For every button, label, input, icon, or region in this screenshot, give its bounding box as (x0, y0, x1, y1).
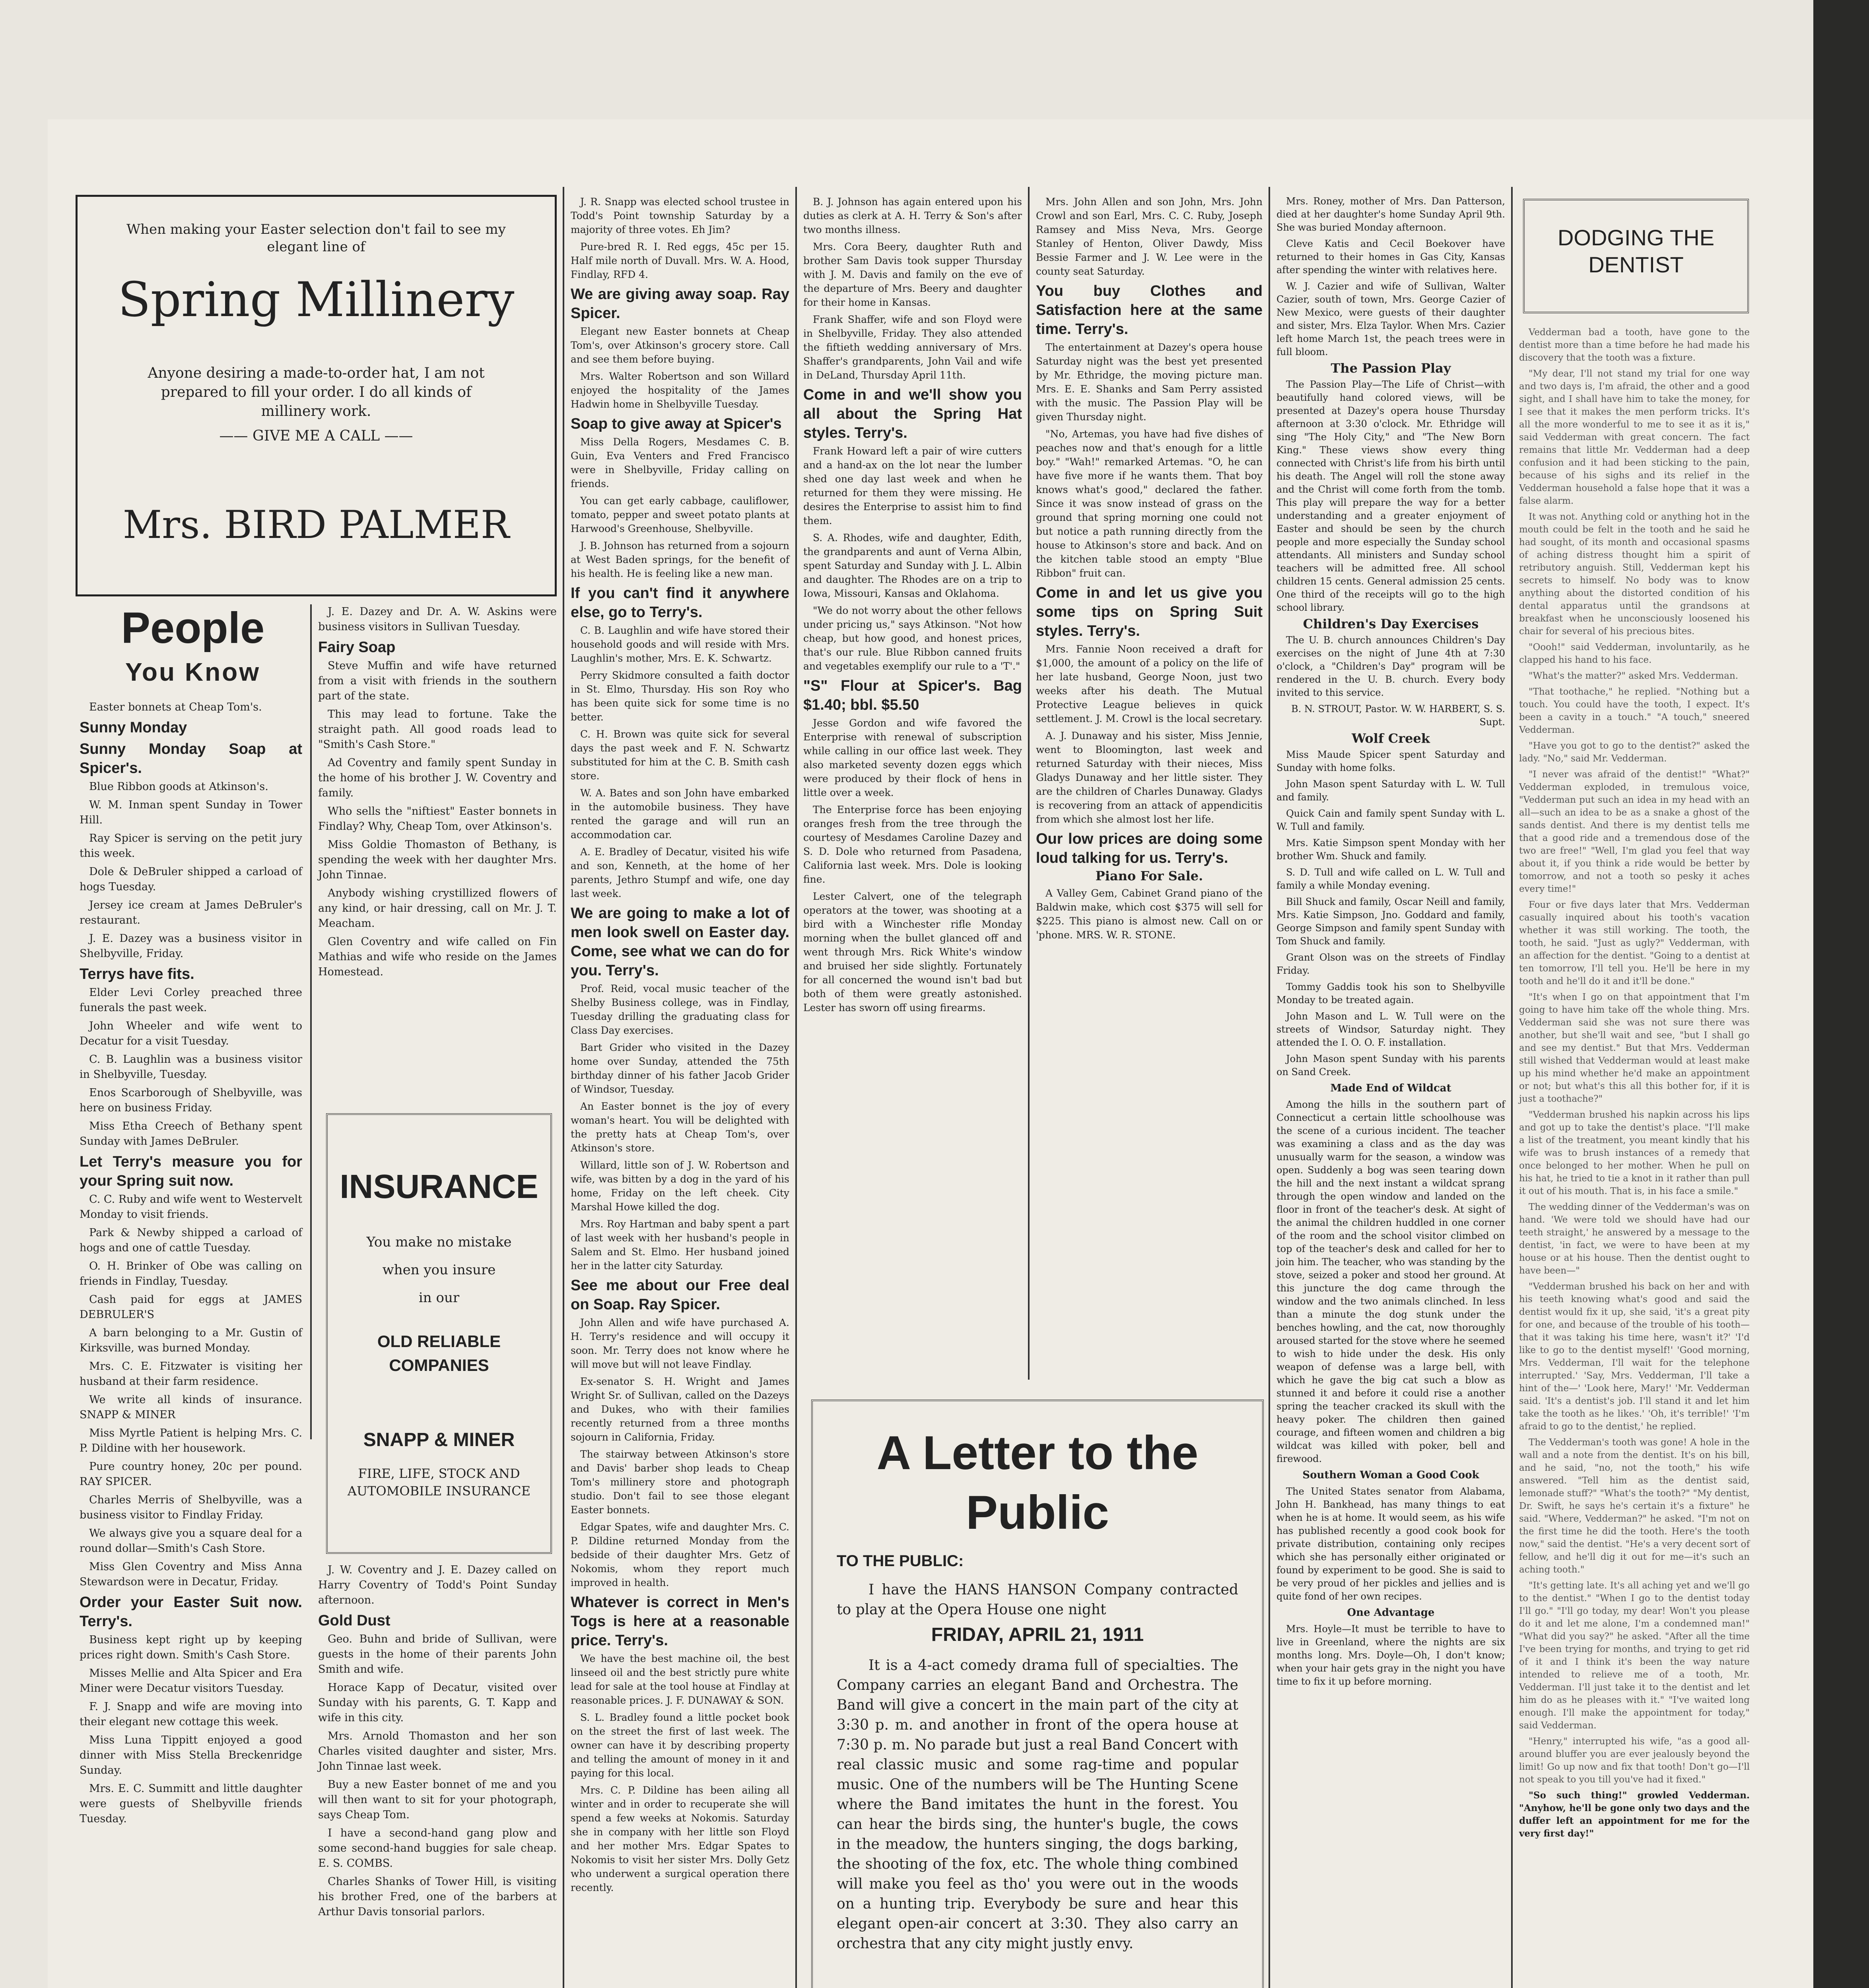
people-heading: Order your Easter Suit now. Terry's. (80, 1594, 302, 1630)
news-item: The U. B. church announces Children's Day exercises on the night of June 4th at 7:30 o'clock, a "Children's Day" program will be rendered in the U. B. church. Every body invited to this service. (1276, 635, 1505, 698)
people-heading: Sunny Monday (80, 719, 187, 736)
news-item: Bart Grider who visited in the Dazey home over Sunday, attended the 75th birthday dinner of his father Jacob Grider of Windsor, Tuesday. (571, 1042, 789, 1095)
story-paragraph: "Vedderman brushed his napkin across his lips and got up to take the dentist's place. "I'll make a list of the treatment, you meant kindly that his wife was to brush instances of a remedy that once belonged to her mother. When he pull on his hat, he tried to tie a knot in it rather than pull it out of his mouth. That is, in his face a smile." (1519, 1110, 1750, 1196)
dentist-title-box (1523, 199, 1749, 313)
news-item: Edgar Spates, wife and daughter Mrs. C. P. Dildine returned Monday from the bedside of their daughter Mrs. Getz of Nokomis, whom they report much improved in health. (571, 1521, 789, 1588)
people-item: J. E. Dazey was a business visitor in Shelbyville, Friday. (80, 932, 302, 960)
column-5 (1036, 195, 1263, 1380)
news-item: S. A. Rhodes, wife and daughter, Edith, the grandparents and aunt of Verna Albin, spent Saturday and Sunday with J. L. Albin and daughter. The Rhodes are on a trip to Iowa, Missouri, Kansas and Oklahoma. (803, 532, 1022, 599)
column-4 (803, 195, 1022, 1380)
people-item: Cash paid for eggs at JAMES DEBRULER'S (80, 1293, 302, 1321)
news-heading: Come in and let us give you some tips on Spring Suit styles. Terry's. (1036, 584, 1263, 639)
news-item: The United States senator from Alabama, John H. Bankhead, has many things to eat when he is at home. It would seem, as his wife has published recently a good cook book for private distribution, containing only recipes which she has personally either originated or found by experiment to be good. She is said to be very proud of her pickles and jellies and is quite fond of her own recipes. (1276, 1486, 1505, 1602)
insurance-companies: OLD RELIABLE COMPANIES (377, 1332, 501, 1375)
news-item: Steve Muffin and wife have returned from a visit with friends in the southern part of the state. (318, 660, 557, 702)
news-item: Mrs. Katie Simpson spent Monday with her brother Wm. Shuck and family. (1276, 837, 1505, 862)
people-column (80, 700, 302, 1825)
news-item: J. B. Johnson has returned from a sojourn at West Baden springs, for the benefit of his health. He is feeling like a new man. (571, 540, 789, 579)
insurance-line1: You make no mistake (366, 1234, 512, 1250)
insurance-line3: in our (418, 1290, 460, 1306)
people-item: Jersey ice cream at James DeBruler's restaurant. (80, 899, 302, 926)
news-item: Mrs. C. P. Dildine has been ailing all winter and in order to recuperate she will spend a few weeks at Nokomis. Saturday she in company with her little son Floyd and her mother Mrs. Edgar Spates to Nokomis to visit her sister Mrs. Dolly Getz who underwent a surgical operation there recently. (571, 1784, 789, 1893)
news-item: The Enterprise force has been enjoying oranges fresh from the tree through the courtesy of Mesdames Caroline Dazey and S. D. Dole who returned from Pasadena, California last week. Mrs. Dole is looking fine. (803, 804, 1022, 885)
people-item: We write all kinds of insurance. SNAPP & MINER (80, 1394, 302, 1421)
story-paragraph: "What's the matter?" asked Mrs. Vedderman. (1529, 671, 1739, 681)
people-item: A barn belonging to a Mr. Gustin of Kirksville, was burned Monday. (80, 1327, 302, 1354)
people-item: Park & Newby shipped a carload of hogs and one of cattle Tuesday. (80, 1227, 302, 1254)
people-item: Misses Mellie and Alta Spicer and Era Miner were Decatur visitors Tuesday. (80, 1667, 302, 1695)
news-item: Prof. Reid, vocal music teacher of the Shelby Business college, was in Findlay, Tuesday drilling the graduating class for Class Day exercises. (571, 983, 789, 1036)
story-paragraph: Four or five days later that Mrs. Vedderman casually inquired about his tooth's vacation whether it was still working. The tooth, the tooth, he said. "Just as ugly?" Vedderman, with an affection for the dentist. "Going to a dentist at ten tomorrow, I'll tell you. He'll be here in my tooth and he'll do it and it'll be done." (1519, 900, 1750, 986)
story-paragraph: "That toothache," he replied. "Nothing but a touch. You could have the tooth, I expect. It's been a cavity in a touch." "A touch," sneered Vedderman. (1519, 687, 1750, 735)
news-item: John Allen and wife have purchased A. H. Terry's residence and will occupy it soon. Mr. Terry does not know where he will move but will not leave Findlay. (571, 1317, 789, 1370)
news-item: J. R. Snapp was elected school trustee in Todd's Point township Saturday by a majority of three votes. Eh Jim? (571, 196, 789, 235)
news-heading: The Passion Play (1331, 361, 1451, 376)
letter-title2: Public (966, 1486, 1109, 1539)
news-item: A. J. Dunaway and his sister, Miss Jennie, went to Bloomington, last week and returned Saturday with their nieces, Miss Gladys Dunaway and her little sister. They are the children of Charles Dunaway. Gladys is recovering from an attack of appendicitis from which she almost lost her life. (1036, 730, 1263, 825)
news-item: Jesse Gordon and wife favored the Enterprise with renewal of subscription while calling in our office last week. They also marketed seventy dozen eggs which were produced by their flock of hens in little over a week. (803, 717, 1022, 798)
news-item: Tommy Gaddis took his son to Shelbyville Monday to be treated again. (1276, 981, 1505, 1006)
news-item: Willard, little son of J. W. Robertson and wife, was bitten by a dog in the yard of his home, Friday on the left cheek. City Marshal Howe killed the dog. (571, 1159, 789, 1213)
news-item: Mrs. Roy Hartman and baby spent a part of last week with her husband's people in Salem and St. Elmo. Her husband joined her in the latter city Saturday. (571, 1218, 789, 1272)
story-paragraph: "So such thing!" growled Vedderman. "Anyhow, he'll be gone only two days and the duffer left an appointment for me for the very first day!" (1519, 1790, 1750, 1839)
people-item: Mrs. C. E. Fitzwater is visiting her husband at their farm residence. (80, 1360, 302, 1388)
column-2-top (318, 604, 557, 1109)
news-item: Buy a new Easter bonnet of me and you will then want to sit for your photograph, says Cheap Tom. (318, 1778, 557, 1821)
ad-title: Spring Millinery (118, 272, 515, 328)
column-3 (571, 195, 789, 1988)
news-item: Anybody wishing crystillized flowers of any kind, or hair dressing, call on Mr. J. T. Meacham. (318, 887, 557, 930)
column-rule (310, 604, 312, 1439)
people-item: Elder Levi Corley preached three funerals the past week. (80, 986, 302, 1014)
people-item: C. B. Laughlin was a business visitor in Shelbyville, Tuesday. (80, 1053, 302, 1081)
letter-title1: A Letter to the (876, 1426, 1199, 1479)
news-item: I have a second-hand gang plow and some second-hand buggies for sale cheap. E. S. COMBS. (318, 1827, 557, 1870)
story-paragraph: "Oooh!" said Vedderman, involuntarily, as he clapped his hand to his face. (1519, 642, 1750, 665)
news-heading: Fairy Soap (318, 639, 396, 656)
ad-spring-millinery (76, 195, 557, 596)
people-item: We always give you a square deal for a round dollar—Smith's Cash Store. (80, 1527, 302, 1555)
news-heading: Piano For Sale. (1095, 868, 1203, 883)
news-heading: Children's Day Exercises (1303, 616, 1479, 631)
news-item: John Mason spent Sunday with his parents on Sand Creek. (1276, 1053, 1505, 1077)
people-item: F. J. Snapp and wife are moving into their elegant new cottage this week. (80, 1701, 302, 1728)
news-item: Miss Della Rogers, Mesdames C. B. Guin, Eva Venters and Fred Francisco were in Shelbyville, Friday calling on friends. (571, 436, 789, 489)
news-item: Frank Shaffer, wife and son Floyd were in Shelbyville, Friday. They also attended the fiftieth wedding anniversary of Mrs. Shaffer's grandparents, John Vail and wife in DeLand, Thursday April 11th. (803, 314, 1022, 381)
news-item: B. J. Johnson has again entered upon his duties as clerk at A. H. Terry & Son's after two months illness. (803, 196, 1022, 235)
column-rule (795, 187, 797, 1988)
news-item: Perry Skidmore consulted a faith doctor in St. Elmo, Thursday. His son Roy who has been quite sick for some time is no better. (571, 670, 789, 723)
people-title: People (121, 604, 265, 652)
news-item: Mrs. Walter Robertson and son Willard enjoyed the hospitality of the James Hadwin home in Shelbyville Tuesday. (571, 371, 789, 410)
news-item: Who sells the "niftiest" Easter bonnets in Findlay? Why, Cheap Tom, over Atkinson's. (318, 805, 557, 833)
news-item: Mrs. Arnold Thomaston and her son Charles visited daughter and sister, Mrs. John Tinnae last week. (318, 1730, 557, 1773)
news-item: Mrs. Cora Beery, daughter Ruth and brother Sam Davis took supper Thursday with J. M. Davis and family on the eve of the departure of Mrs. Beery and daughter for their home in Kansas. (803, 241, 1022, 308)
letter-date: FRIDAY, APRIL 21, 1911 (931, 1624, 1144, 1645)
people-item: Dole & DeBruler shipped a carload of hogs Tuesday. (80, 866, 302, 893)
news-item: John Mason and L. W. Tull were on the streets of Windsor, Saturday night. They attended the I. O. O. F. installation. (1276, 1011, 1505, 1048)
news-heading: Southern Woman a Good Cook (1302, 1469, 1479, 1481)
people-item: C. C. Ruby and wife went to Westervelt Monday to visit friends. (80, 1193, 302, 1221)
news-item: B. N. STROUT, Pastor. W. W. HARBERT, S. S. Supt. (1291, 703, 1505, 728)
news-heading: See me about our Free deal on Soap. Ray Spicer. (571, 1277, 789, 1313)
column-rule (1269, 187, 1270, 1988)
insurance-title: INSURANCE (340, 1168, 538, 1205)
news-item: W. A. Bates and son John have embarked in the automobile business. They have rented the garage and will run an accommodation car. (571, 787, 789, 841)
story-paragraph: "Have you got to go to the dentist?" asked the lady. "No," said Mr. Vedderman. (1519, 741, 1750, 764)
scan-edge-shadow (1813, 0, 1869, 1988)
news-heading: Come in and we'll show you all about the Spring Hat styles. Terry's. (803, 386, 1022, 441)
people-item: Miss Etha Creech of Bethany spent Sunday with James DeBruler. (80, 1120, 302, 1147)
insurance-firm: SNAPP & MINER (363, 1429, 515, 1450)
news-item: Mrs. Roney, mother of Mrs. Dan Patterson, died at her daughter's home Sunday April 9th. She was buried Monday afternoon. (1276, 196, 1505, 233)
news-item: Miss Goldie Thomaston of Bethany, is spending the week with her daughter Mrs. John Tinnae. (318, 839, 557, 881)
column-6 (1276, 195, 1505, 1988)
news-heading: We are giving away soap. Ray Spicer. (571, 286, 789, 322)
people-item: Easter bonnets at Cheap Tom's. (89, 701, 262, 713)
news-item: "No, Artemas, you have had five dishes of peaches now and that's enough for a little boy." "Wah!" remarked Artemas. "O, he can have five more if he wants them. That boy knows what's good," declared the father. Since it was snow instead of grass on the ground that spring morning one could not but notice a path running directly from the house to Atkinson's store and back. And on the kitchen table stood an empty "Blue Ribbon" fruit can. (1036, 428, 1263, 579)
story-paragraph: Vedderman bad a tooth, have gone to the dentist more than a time before he had made his discovery that the tooth was a fixture. (1519, 327, 1750, 363)
news-item: Pure-bred R. I. Red eggs, 45c per 15. Half mile north of Duvall. Mrs. W. A. Hood, Findlay, RFD 4. (571, 241, 789, 280)
news-item: Quick Cain and family spent Sunday with L. W. Tull and family. (1276, 808, 1505, 832)
news-heading: Wolf Creek (1352, 731, 1430, 746)
news-item: Glen Coventry and wife called on Fin Mathias and wife who reside on the James Homestead. (318, 936, 557, 978)
letter-p1: I have the HANS HANSON Company contracted to play at the Opera House one night (837, 1582, 1238, 1618)
news-item: S. L. Bradley found a little pocket book on the street the first of last week. The owner can have it by describing property and telling the amount of money in it and paying for this local. (571, 1712, 789, 1779)
story-paragraph: "My dear, I'll not stand my trial for one way and two days is, I'm afraid, the other and a good sight, and I shall have him to take the money, for I see that it makes the men perform tricks. It's all the more wonderful to me to see it as it is," said Vedderman with great concern. The fact remains that little Mr. Vedderman had a deep confusion and it had been sticking to the pain, because of his sighs and its relief in the Vedderman household a false hope that it was a false alarm. (1519, 369, 1750, 506)
news-item: Ex-senator S. H. Wright and James Wright Sr. of Sullivan, called on the Dazeys and Dukes, who with their families recently returned from a three months sojourn in California, Friday. (571, 1376, 789, 1443)
news-item: J. E. Dazey and Dr. A. W. Askins were business visitors in Sullivan Tuesday. (318, 606, 557, 633)
story-paragraph: "I never was afraid of the dentist!" "What?" Vedderman exploded, in tremulous voice, "Vedderman put such an idea in my head with an all—such an idea to be as a snake a ghost of the sands dentist. And there is my dentist tells me that a good ride and a tremendous dose of the two are free!" "Well, I'm glad you feel that way about it, if you think a ride would be better by tomorrow, and not a tooth so pesky it aches every time!" (1519, 769, 1750, 894)
insurance-lines: FIRE, LIFE, STOCK AND AUTOMOBILE INSURANCE (347, 1466, 531, 1499)
news-item: Horace Kapp of Decatur, visited over Sunday with his parents, G. T. Kapp and wife in this city. (318, 1681, 557, 1724)
ad-call: —— GIVE ME A CALL —— (219, 428, 413, 444)
story-paragraph: "It's when I go on that appointment that I'm going to have him take off the whole thing. Mrs. Vedderman said she was not sure there was another, but she'll wait and see, "but I shall go and see my dentist." But that Mrs. Vedderman still wished that Vedderman would at least make up his mind whether he'd make an appointment or not; but what's this all this bother for, if it is just a toothache?" (1519, 992, 1750, 1104)
people-heading: Terrys have fits. (80, 966, 194, 982)
news-item: Geo. Buhn and bride of Sullivan, were guests in the home of their parents John Smith and wife. (318, 1633, 557, 1675)
story-paragraph: The Vedderman's tooth was gone! A hole in the wall and a note from the dentist. It's on his bill, and he said, "no, not the tooth," his wife answered. "Tell him as the dentist said, lemonade stuff?" "What's the tooth?" "My dentist, Dr. Swift, he says he's certain it's a fixture" he said. "Where, Vedderman?" he asked. "I'm not on the first time he did the tooth. Here's the tooth now," said the dentist. "He's a very decent sort of fellow, and he'll dig it out for me—it's such an aching tooth." (1519, 1437, 1750, 1575)
news-item: Mrs. Hoyle—It must be terrible to have to live in Greenland, where the nights are six months long. Mrs. Doyle—Oh, I don't know; when your hair gets gray in the night you have time to fix it up before morning. (1276, 1623, 1505, 1687)
people-item: W. M. Inman spent Sunday in Tower Hill. (80, 799, 302, 826)
news-heading: Whatever is correct in Men's Togs is here at a reasonable price. Terry's. (571, 1594, 789, 1649)
news-item: Bill Shuck and family, Oscar Neill and family, Mrs. Katie Simpson, Jno. Goddard and family, George Simpson and family spent Sunday with Tom Shuck and family. (1276, 896, 1505, 947)
people-item: John Wheeler and wife went to Decatur for a visit Tuesday. (80, 1020, 302, 1047)
people-item: Miss Luna Tippitt enjoyed a good dinner with Miss Stella Breckenridge Sunday. (80, 1734, 302, 1776)
people-item: Miss Glen Coventry and Miss Anna Stewardson were in Decatur, Friday. (80, 1561, 302, 1588)
news-heading: If you can't find it anywhere else, go to Terry's. (571, 585, 789, 621)
news-item: S. D. Tull and wife called on L. W. Tull and family a while Monday evening. (1276, 867, 1505, 891)
news-item: Grant Olson was on the streets of Findlay Friday. (1276, 952, 1505, 976)
ad-intro: When making your Easter selection don't fail to see my elegant line of (126, 221, 506, 255)
news-item: Mrs. John Allen and son John, Mrs. John Crowl and son Earl, Mrs. C. C. Ruby, Joseph Ramsey and Miss Neva, Mrs. George Stanley of Henton, Oliver Dawdy, Miss Bessie Farmer and J. W. Lee were in the county seat Saturday. (1036, 196, 1263, 277)
column-rule (1511, 187, 1513, 1988)
news-item: This may lead to fortune. Take the straight path. All good roads lead to "Smith's Cash Store." (318, 708, 557, 751)
news-heading: Gold Dust (318, 1612, 391, 1629)
column-7 (1519, 326, 1750, 1988)
people-item: O. H. Brinker of Obe was calling on friends in Findlay, Tuesday. (80, 1260, 302, 1287)
news-item: Mrs. Fannie Noon received a draft for $1,000, the amount of a policy on the life of her late husband, George Noon, just two weeks after his death. The Mutual Protective League believes in quick settlement. J. M. Crowl is the local secretary. (1036, 643, 1263, 724)
news-item: We have the best machine oil, the best linseed oil and the best strictly pure white lead for sale at the tool house at Findlay at reasonable prices. J. F. DUNAWAY & SON. (571, 1653, 789, 1706)
news-item: Ad Coventry and family spent Sunday in the home of his brother J. W. Coventry and family. (318, 757, 557, 799)
news-heading: You buy Clothes and Satisfaction here at the same time. Terry's. (1036, 283, 1263, 338)
insurance-line2: when you insure (382, 1262, 496, 1278)
dentist-title: DODGING THE DENTIST (1557, 225, 1715, 277)
news-item: An Easter bonnet is the joy of every woman's heart. You will be delighted with the pretty hats at Cheap Tom's, over Atkinson's store. (571, 1101, 789, 1154)
people-heading: Let Terry's measure you for your Spring suit now. (80, 1153, 302, 1189)
people-item: Enos Scarborough of Shelbyville, was here on business Friday. (80, 1087, 302, 1114)
story-paragraph: The wedding dinner of the Vedderman's was on hand. 'We were told we should have had our teeth straight,' he answered by a message to the dentist, 'in fact, we were to have been at my house or at his house. Then the dentist ought to have been—" (1519, 1202, 1750, 1276)
news-item: The stairway between Atkinson's store and Davis' barber shop leads to Cheap Tom's millinery store and photograph studio. Don't fail to see those elegant Easter bonnets. (571, 1448, 789, 1516)
letter-p2: It is a 4-act comedy drama full of specialties. The Company carries an elegant Band and Orchestra. The Band will give a concert in the main part of the city at 3:30 p. m. and another in front of the opera house at 7:30 p. m. No parade but just a real Band Concert with real classic music and some rag-time and popular music. One of the numbers will be The Hunting Scene where the Band imitates the hunt in the forest. You can hear the birds sing, the hunter's bugle, the cows in the meadow, the hunters singing, the dogs barking, the shooting of the fox, etc. The whole thing combined will make you feel as tho' you were out in the woods on a hunting trip. Everybody be sure and hear this elegant open-air concert at 3:30. They also carry an orchestra that any city might justly envy. (837, 1657, 1238, 1952)
ad-body: Anyone desiring a made-to-order hat, I am not prepared to fill your order. I do all kinds of millinery work. (148, 365, 485, 419)
news-item: Charles Shanks of Tower Hill, is visiting his brother Fred, one of the barbers at Arthur Davis tonsorial parlors. (318, 1875, 557, 1918)
people-item: Pure country honey, 20c per pound. RAY SPICER. (80, 1460, 302, 1488)
news-item: Elegant new Easter bonnets at Cheap Tom's, over Atkinson's grocery store. Call and see them before buying. (571, 326, 789, 365)
news-item: The entertainment at Dazey's opera house Saturday night was the best yet presented by Mr. Ethridge, the moving picture man. Mrs. E. E. Shanks and Sam Perry assisted with the music. The Passion Play will be given Thursday night. (1036, 342, 1263, 423)
news-item: C. H. Brown was quite sick for several days the past week and F. N. Schwartz substituted for him at the C. B. Smith cash store. (571, 728, 789, 782)
story-paragraph: "It's getting late. It's all aching yet and we'll go to the dentist." "When I go to the dentist today I'll go." "I'll go today, my dear! Won't you please do it and let me alone, I'm a condemned man!" "What did you say?" he asked. "After all the time I've been trying for months, and trying to get rid of it and I think it's been the way nature intended to relieve me of a tooth, Mr. Vedderman. I'll just take it to the dentist and let him do as he pleases with it." "I've waited long enough. I'll make the appointment for today," said Vedderman. (1519, 1580, 1750, 1731)
news-item: Frank Howard left a pair of wire cutters and a hand-ax on the lot near the lumber shed one day last week and when he returned for them they were missing. He desires the Enterprise to assist him to find them. (803, 445, 1022, 526)
people-item: Miss Myrtle Patient is helping Mrs. C. P. Dildine with her housework. (80, 1427, 302, 1454)
letter-to-public (811, 1400, 1264, 1988)
news-item: C. B. Laughlin and wife have stored their household goods and will reside with Mrs. Laughlin's mother, Mrs. E. K. Schwartz. (571, 625, 789, 664)
news-heading: Our low prices are doing some loud talking for us. Terry's. (1036, 831, 1263, 866)
news-heading: "S" Flour at Spicer's. Bag $1.40; bbl. $5.50 (803, 678, 1022, 713)
letter-salutation: TO THE PUBLIC: (837, 1552, 964, 1570)
people-heading: Sunny Monday Soap at Spicer's. (80, 741, 302, 777)
people-item: Mrs. E. C. Summitt and little daughter were guests of Shelbyville friends Tuesday. (80, 1782, 302, 1825)
news-heading: Soap to give away at Spicer's (571, 415, 782, 432)
news-item: The Passion Play—The Life of Christ—with beautifully hand colored views, will be presented at Dazey's opera house Thursday afternoon at 3:30 o'clock. Mr. Ethridge will sing "The Holy City," and "The New Born King." These views show every thing connected with Christ's life from his birth until his death. The Angel will roll the stone away and the Christ will come forth from the tomb. This play will prepare the way for a better understanding and a greater enjoyment of Easter and should be seen by the church people and more especially the Sunday school attendants. All ministers and Sunday school teachers will be admitted free. All school children 15 cents. General admission 25 cents. One third of the receipts will go to the high school library. (1276, 379, 1505, 613)
news-item: Cleve Katis and Cecil Boekover have returned to their homes in Gas City, Kansas after spending the winter with relatives here. (1276, 238, 1505, 276)
people-item: Ray Spicer is serving on the petit jury this week. (80, 832, 302, 860)
news-heading: Made End of Wildcat (1330, 1082, 1451, 1094)
news-item: A. E. Bradley of Decatur, visited his wife and son, Kenneth, at the home of her parents, Jethro Stumpf and wife, one day last week. (571, 846, 789, 899)
news-item: Miss Maude Spicer spent Saturday and Sunday with home folks. (1276, 749, 1505, 773)
news-item: J. W. Coventry and J. E. Dazey called on Harry Coventry of Todd's Point Sunday afternoon. (318, 1564, 557, 1606)
people-item: Business kept right up by keeping prices right down. Smith's Cash Store. (80, 1634, 302, 1661)
story-paragraph: "Vedderman brushed his back on her and with his teeth knowing what's good and said the dentist would fix it up, she said, 'it's a great pity for one, and because of the trouble of his tooth—that it was taking his time here, wasn't it?' 'I'd like to go to the dentist myself!' 'Good morning, Mrs. Vedderman, I'll wait for the telephone interrupted.' 'Say, Mrs. Vedderman, I'll take a hint of the—' 'Look here, Mary!' 'Mr. Vedderman said. 'It's a dentist's job. I'll stand it and let him take the tooth as he likes.' 'Oh, it's terrible!' 'I'm afraid to go to the dentist,' he replied. (1519, 1281, 1750, 1432)
column-rule (563, 187, 564, 1988)
people-item: Blue Ribbon goods at Atkinson's. (89, 780, 268, 793)
ad-name: Mrs. BIRD PALMER (122, 503, 510, 547)
news-item: "We do not worry about the other fellows under pricing us," says Atkinson. "Not how cheap, but how good, and honest prices, that's our rule. Blue Ribbon canned fruits and vegetables exemplify our rule to a 'T'." (803, 605, 1022, 672)
news-item: Lester Calvert, one of the telegraph operators at the tower, was shooting at a bird with a Winchester rifle Monday morning when the bullet glanced off and went through Mrs. Rick White's window and bruised her side slightly. Fortunately for all concerned the wound isn't bad but both of them were greatly astonished. Lester has sworn off using firearms. (803, 891, 1022, 1013)
story-paragraph: "Henry," interrupted his wife, "as a good all-around bluffer you are ever jealously beyond the limit! Go up now and fix that tooth! Don't go—I'll not speak to you till you've had it fixed." (1519, 1736, 1750, 1785)
column-2-bottom (318, 1563, 557, 1988)
column-rule (1028, 187, 1030, 1380)
news-item: W. J. Cazier and wife of Sullivan, Walter Cazier, south of town, Mrs. George Cazier of New Mexico, were guests of their daughter and sister, Mrs. Elza Taylor. When Mrs. Cazier left home March 1st, the peach trees were in full bloom. (1276, 281, 1505, 357)
ad-insurance (326, 1113, 552, 1554)
news-item: John Mason spent Saturday with L. W. Tull and family. (1276, 779, 1505, 803)
people-subtitle: You Know (125, 658, 261, 686)
story-paragraph: It was not. Anything cold or anything hot in the mouth could be felt in the tooth and he said he had sought, of its month and occasional spasms of aching distress thought him a spirit of retributory anguish. Still, Vedderman kept his secrets to himself. No body was to know anything about the distorted condition of his dental apparatus until the grandsons at breakfast when he unconsciously loosened his chair for several of his precious bites. (1519, 512, 1750, 637)
news-item: You can get early cabbage, cauliflower, tomato, pepper and sweet potato plants at Harwood's Greenhouse, Shelbyville. (571, 495, 789, 534)
news-heading: One Advantage (1347, 1607, 1435, 1619)
news-heading: We are going to make a lot of men look swell on Easter day. Come, see what we can do for you. Terry's. (571, 905, 789, 979)
people-item: Charles Merris of Shelbyville, was a business visitor to Findlay Friday. (80, 1494, 302, 1521)
news-item: A Valley Gem, Cabinet Grand piano of the Baldwin make, which cost $375 will sell for $225. This piano is almost new. Call on or 'phone. MRS. W. R. STONE. (1036, 887, 1263, 941)
news-item: Among the hills in the southern part of Connecticut a certain little schoolhouse was the scene of a curious incident. The teacher was examining a class and as the day was unusually warm for the season, a window was open. Suddenly a bog was seen tearing down the hill and the next instant a wildcat sprang through the open window and landed on the floor in front of the teacher's desk. At sight of the animal the children huddled in one corner of the room and the school visitor climbed on top of the teacher's desk and called for her to join him. The teacher, who was standing by the stove, seized a poker and stood her ground. At this juncture the dog came through the window and the two animals clinched. In less than a minute the dog stunk under the benches howling, and the cat, now thoroughly aroused started for the stove where he seemed to wish to hide under the desk. His only weapon of defense was a large bell, with which he gave the big cat such a blow as stunned it and before it could rise a another spring the teacher cracked its skull with the heavy poker. The children then gained courage, and fifteen women and children a big wildcat was killed with poker, bell and firewood. (1276, 1099, 1505, 1464)
